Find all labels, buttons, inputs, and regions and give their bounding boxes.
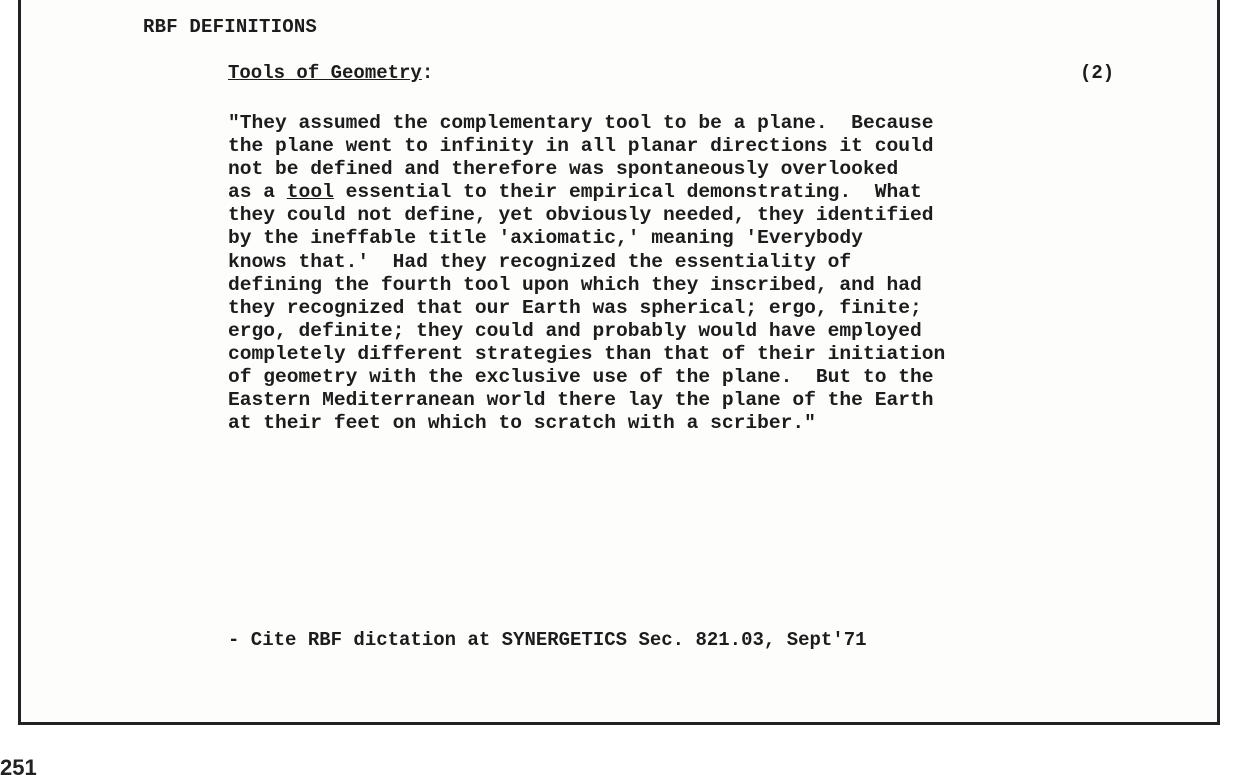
citation: - Cite RBF dictation at SYNERGETICS Sec. 821.03, Sept'71 — [228, 629, 867, 651]
quote-line: completely different strategies than that of their initiation — [228, 342, 946, 365]
quote-line: not be defined and therefore was spontaneously overlooked — [228, 158, 899, 181]
quote-line: ergo, definite; they could and probably would have employed — [228, 319, 922, 342]
definition-card — [18, 0, 1220, 725]
quote-block — [228, 112, 1108, 435]
card-subtitle — [228, 62, 433, 84]
underlined-word: tool — [286, 181, 334, 204]
quote-line: knows that.' Had they recognized the essentiality of — [228, 250, 852, 273]
quote-line: of geometry with the exclusive use of the plane. But to the — [228, 366, 934, 389]
quote-line: by the ineffable title 'axiomatic,' meaning 'Everybody — [228, 227, 863, 250]
subtitle-colon: : — [421, 62, 434, 84]
subtitle-text: Tools of Geometry — [228, 62, 422, 84]
quote-line: they could not define, yet obviously needed, they identified — [228, 204, 934, 227]
quote-line: "They assumed the complementary tool to be a plane. Because — [228, 112, 934, 134]
quote-line: defining the fourth tool upon which they inscribed, and had — [228, 273, 922, 296]
page-number: 251 — [0, 755, 37, 775]
quote-line: Eastern Mediterranean world there lay the plane of the Earth — [228, 389, 934, 412]
quote-line: they recognized that our Earth was spherical; ergo, finite; — [228, 296, 922, 319]
card-header: RBF DEFINITIONS — [143, 16, 318, 38]
card-number: (2) — [1080, 62, 1115, 84]
quote-line: at their feet on which to scratch with a scriber." — [228, 412, 816, 435]
quote-line: the plane went to infinity in all planar directions it could — [228, 135, 934, 158]
quote-line: as a tool essential to their empirical demonstrating. What — [228, 181, 922, 204]
